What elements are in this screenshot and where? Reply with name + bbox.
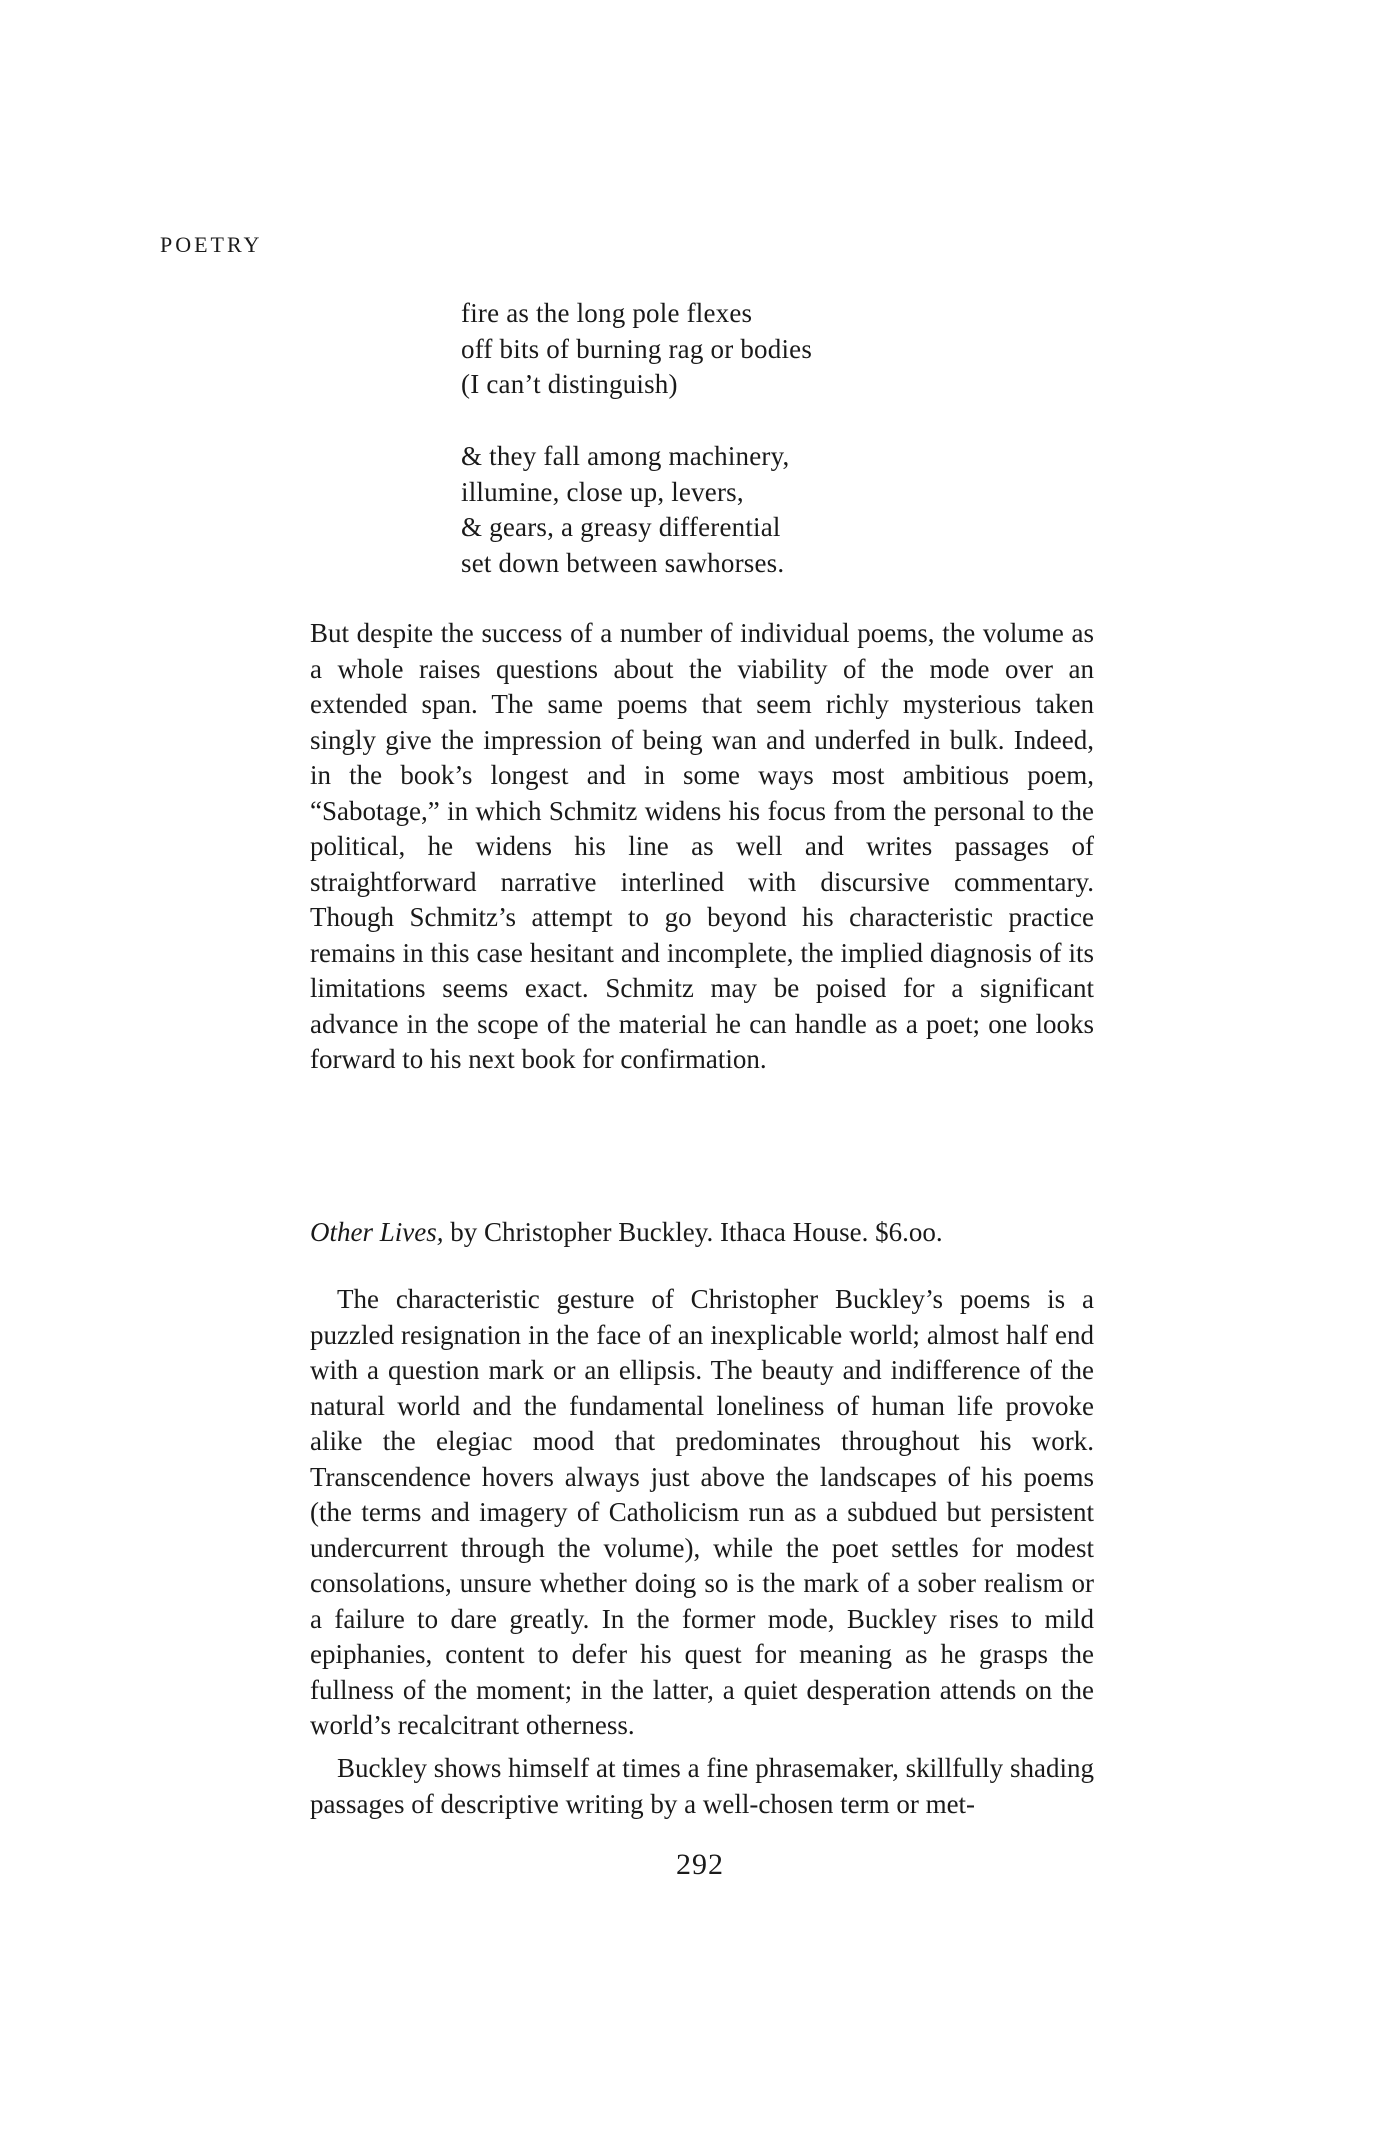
verse-line: illumine, close up, levers,	[461, 476, 744, 507]
page-number: 292	[676, 1848, 724, 1881]
paragraph-text: Buckley shows himself at times a fine phrasemaker, skillfully shading passages of descriptive writing by a well-chosen term or met-	[310, 1753, 1094, 1819]
verse-stanza-1	[461, 296, 1061, 403]
paragraph-text: The characteristic gesture of Christopher Buckley’s poems is a puzzled resignation in the face of an inexplicable world; almost half end with a question mark or an ellipsis. The beauty and indifference of the natural world and the fundamental loneliness of human life provoke alike the elegiac mood that predominates throughout his work. Transcendence hovers always just above the landscapes of his poems (the terms and imagery of Catholicism run as a subdued but persistent undercurrent through the volume), while the poet settles for modest consolations, unsure whether doing so is the mark of a sober realism or a failure to dare greatly. In the former mode, Buckley rises to mild epiphanies, content to defer his quest for meaning as he grasps the fullness of the moment; in the latter, a quiet desperation attends on the world’s recalcitrant otherness.	[310, 1284, 1094, 1740]
verse-line: (I can’t distinguish)	[461, 369, 678, 399]
paragraph-schmitz-conclusion	[310, 616, 1094, 1078]
running-head: POETRY	[160, 232, 263, 257]
paragraph-buckley-2	[310, 1751, 1094, 1822]
book-title: Other Lives,	[310, 1217, 444, 1247]
verse-line: off bits of burning rag or bodies	[461, 333, 813, 364]
paragraph-buckley-1	[310, 1282, 1094, 1744]
review-heading	[310, 1215, 1094, 1251]
verse-line: fire as the long pole flexes	[461, 298, 753, 328]
verse-line: & they fall among machinery,	[461, 441, 790, 471]
verse-line: set down between sawhorses.	[461, 547, 785, 578]
paragraph-text: But despite the success of a number of individual poems, the volume as a whole raises questions about the viability of the mode over an extended span. The same poems that seem richly mysterious taken singly give the impression of being wan and underfed in bulk. Indeed, in the book’s longest and in some ways most ambitious poem, “Sabotage,” in which Schmitz widens his focus from the personal to the political, he widens his line as well and writes passages of straightforward narrative interlined with discursive commentary. Though Schmitz’s attempt to go beyond his characteristic practice remains in this case hesitant and incomplete, the implied diagnosis of its limitations seems exact. Schmitz may be poised for a significant advance in the scope of the material he can handle as a poet; one looks forward to his next book for confirmation.	[310, 618, 1094, 1074]
book-byline: by Christopher Buckley. Ithaca House. $6.oo.	[443, 1217, 943, 1247]
verse-line: & gears, a greasy differential	[461, 512, 781, 542]
verse-stanza-2	[461, 439, 1061, 581]
